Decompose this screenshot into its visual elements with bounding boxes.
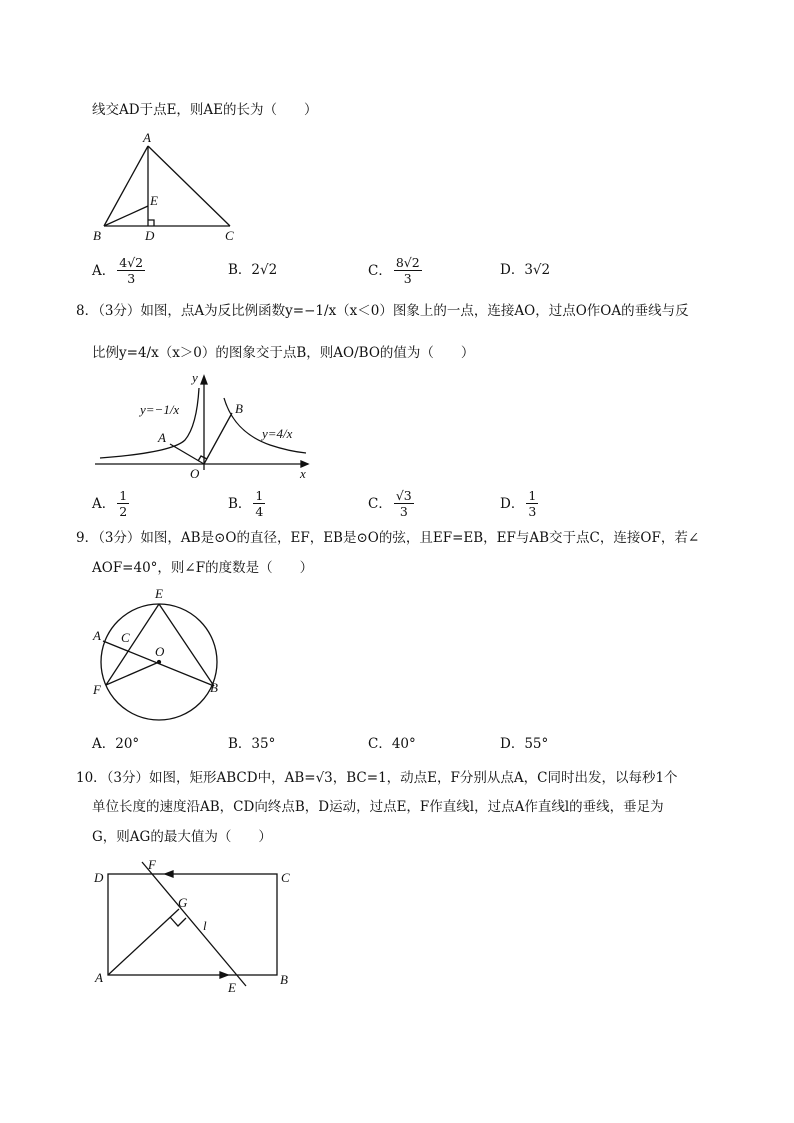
q7-text-tail: 线交AD于点E，则AE的长为（ ） bbox=[92, 102, 318, 118]
q8-label-A: A bbox=[158, 430, 166, 445]
q7-label-A: A bbox=[143, 130, 151, 145]
q8-text-line1: 8．（3分）如图，点A为反比例函数y=−1/x（x＜0）图象上的一点，连接AO，过点O作OA的垂线与反 bbox=[76, 303, 689, 319]
q7-label-B: B bbox=[93, 228, 101, 243]
q7-option-d[interactable]: D． 3√2 bbox=[500, 262, 551, 278]
q10-text-line1: 10．（3分）如图，矩形ABCD中，AB=√3，BC=1，动点E，F分别从点A，C同时出发，以每秒1个 bbox=[76, 770, 678, 786]
q8-option-d[interactable]: D． 1 3 bbox=[500, 488, 537, 519]
q8-option-b[interactable]: B． 1 4 bbox=[228, 488, 264, 519]
q10-label-D: D bbox=[94, 870, 104, 885]
q7-label-D: D bbox=[145, 228, 155, 243]
q9-label-A: A bbox=[93, 628, 101, 643]
q10-label-A: A bbox=[95, 970, 103, 985]
q8-label-fn-left: y=−1/x bbox=[140, 402, 180, 417]
q8-option-a[interactable]: A． 1 2 bbox=[92, 488, 128, 519]
q7-option-a[interactable]: A． 4√2 3 bbox=[92, 255, 144, 286]
q8-label-O: O bbox=[190, 466, 200, 481]
q9-option-d[interactable]: D．55° bbox=[500, 736, 549, 752]
q8-option-c[interactable]: C． √3 3 bbox=[368, 488, 412, 519]
q9-text-line1: 9．（3分）如图，AB是⊙O的直径，EF，EB是⊙O的弦，且EF=EB，EF与AB交于点C，连接OF，若∠ bbox=[76, 530, 700, 546]
q8-label-y: y bbox=[192, 370, 198, 385]
q9-option-b[interactable]: B．35° bbox=[228, 736, 276, 752]
q10-text-line3: G，则AG的最大值为（ ） bbox=[92, 829, 272, 845]
q7-option-c[interactable]: C． 8√2 3 bbox=[368, 255, 420, 286]
q10-label-C: C bbox=[281, 870, 290, 885]
q8-label-fn-right: y=4/x bbox=[262, 426, 293, 441]
q10-label-F: F bbox=[148, 857, 156, 872]
q9-label-E: E bbox=[155, 586, 163, 601]
q8-label-x: x bbox=[300, 466, 306, 481]
q8-label-B: B bbox=[235, 401, 243, 416]
q9-option-c[interactable]: C．40° bbox=[368, 736, 416, 752]
q10-label-l: l bbox=[203, 918, 207, 933]
q7-label-C: C bbox=[225, 228, 234, 243]
q10-text-line2: 单位长度的速度沿AB，CD向终点B，D运动，过点E，F作直线l，过点A作直线l的垂线，垂足为 bbox=[92, 799, 664, 815]
q10-label-E: E bbox=[228, 980, 236, 995]
q7-label-E: E bbox=[150, 193, 158, 208]
q10-label-B: B bbox=[280, 972, 288, 987]
q7-option-b[interactable]: B． 2√2 bbox=[228, 262, 278, 278]
q9-label-O: O bbox=[155, 644, 165, 659]
q9-label-B: B bbox=[210, 680, 218, 695]
q8-text-line2: 比例y=4/x（x＞0）的图象交于点B，则AO/BO的值为（ ） bbox=[92, 345, 475, 361]
q10-label-G: G bbox=[178, 895, 188, 910]
q9-option-a[interactable]: A．20° bbox=[92, 736, 140, 752]
q9-label-F: F bbox=[93, 682, 101, 697]
q9-label-C: C bbox=[121, 630, 130, 645]
q9-text-line2: AOF=40°，则∠F的度数是（ ） bbox=[92, 560, 314, 576]
